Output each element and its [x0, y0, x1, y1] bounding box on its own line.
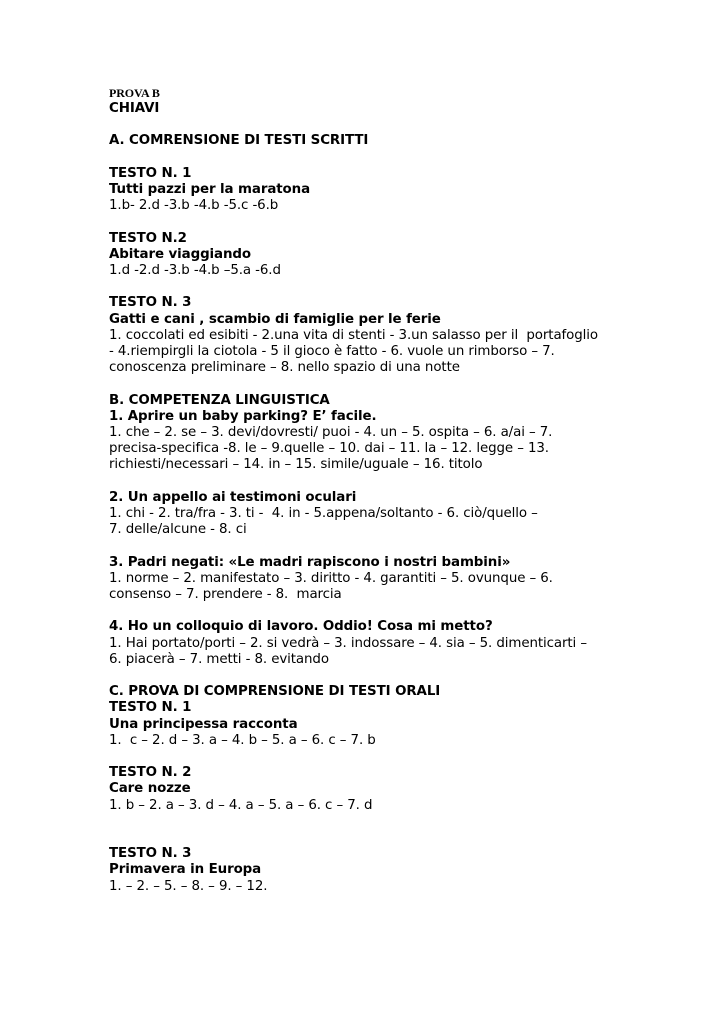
section-a-title: A. COMRENSIONE DI TESTI SCRITTI: [109, 133, 369, 149]
section-b-ex4-title: 4. Ho un colloquio di lavoro. Oddio! Cosa mi metto?: [109, 619, 493, 635]
section-c-testo3-title: Primavera in Europa: [109, 862, 262, 878]
prova-label: PROVA B: [109, 86, 160, 100]
section-a-testo3-label: TESTO N. 3: [109, 295, 192, 311]
section-a-testo2-title: Abitare viaggiando: [109, 246, 251, 262]
section-b-ex1-answers-line: richiesti/necessari – 14. in – 15. simile/uguale – 16. titolo: [109, 457, 483, 473]
section-a-testo1-title: Tutti pazzi per la maratona: [109, 181, 311, 197]
section-c-testo2-answers: 1. b – 2. a – 3. d – 4. a – 5. a – 6. c – 7. d: [109, 797, 373, 813]
section-a-testo2-answers: 1.d -2.d -3.b -4.b –5.a -6.d: [109, 262, 281, 278]
section-b-ex2-answers-line: 1. chi - 2. tra/fra - 3. ti - 4. in - 5.appena/soltanto - 6. ciò/quello –: [109, 505, 538, 521]
section-c-testo1-label: TESTO N. 1: [109, 700, 192, 716]
section-a-testo2-label: TESTO N.2: [109, 230, 187, 246]
section-b-title: B. COMPETENZA LINGUISTICA: [109, 392, 330, 408]
section-c-testo3-label: TESTO N. 3: [109, 846, 192, 862]
chiavi-heading: CHIAVI: [109, 101, 160, 116]
section-a-testo3-answers-line: 1. coccolati ed esibiti - 2.una vita di stenti - 3.un salasso per il portafoglio: [109, 327, 599, 343]
section-b-ex4-answers-line: 1. Hai portato/porti – 2. si vedrà – 3. indossare – 4. sia – 5. dimenticarti –: [109, 635, 587, 651]
section-a-testo1-answers: 1.b- 2.d -3.b -4.b -5.c -6.b: [109, 198, 279, 214]
section-b-ex3-answers-line: 1. norme – 2. manifestato – 3. diritto - 4. garantiti – 5. ovunque – 6.: [109, 570, 553, 586]
section-c-testo2-label: TESTO N. 2: [109, 765, 192, 781]
section-b-ex3-title: 3. Padri negati: «Le madri rapiscono i nostri bambini»: [109, 554, 511, 570]
section-b-ex1-title: 1. Aprire un baby parking? E’ facile.: [109, 408, 377, 424]
section-b-ex4-answers-line: 6. piacerà – 7. metti - 8. evitando: [109, 651, 329, 667]
section-c-testo1-title: Una principessa racconta: [109, 716, 298, 732]
section-a-testo3-title: Gatti e cani , scambio di famiglie per le ferie: [109, 311, 441, 327]
section-c-testo2-title: Care nozze: [109, 781, 191, 797]
section-c-title: C. PROVA DI COMPRENSIONE DI TESTI ORALI: [109, 684, 441, 700]
section-a-testo3-answers-line: - 4.riempirgli la ciotola - 5 il gioco è fatto - 6. vuole un rimborso – 7.: [109, 343, 555, 359]
section-b-ex1-answers-line: 1. che – 2. se – 3. devi/dovresti/ puoi - 4. un – 5. ospita – 6. a/ai – 7.: [109, 424, 553, 440]
section-b-ex3-answers-line: consenso – 7. prendere - 8. marcia: [109, 586, 342, 602]
section-c-testo3-answers: 1. – 2. – 5. – 8. – 9. – 12.: [109, 878, 268, 894]
section-c-testo1-answers: 1. c – 2. d – 3. a – 4. b – 5. a – 6. c – 7. b: [109, 732, 376, 748]
answer-key-document: [109, 86, 709, 895]
section-b-ex2-title: 2. Un appello ai testimoni oculari: [109, 489, 357, 505]
section-a-testo3-answers-line: conoscenza preliminare – 8. nello spazio di una notte: [109, 360, 460, 376]
section-b-ex1-answers-line: precisa-specifica -8. le – 9.quelle – 10. dai – 11. la – 12. legge – 13.: [109, 441, 549, 457]
section-b-ex2-answers-line: 7. delle/alcune - 8. ci: [109, 522, 247, 538]
section-a-testo1-label: TESTO N. 1: [109, 165, 192, 181]
